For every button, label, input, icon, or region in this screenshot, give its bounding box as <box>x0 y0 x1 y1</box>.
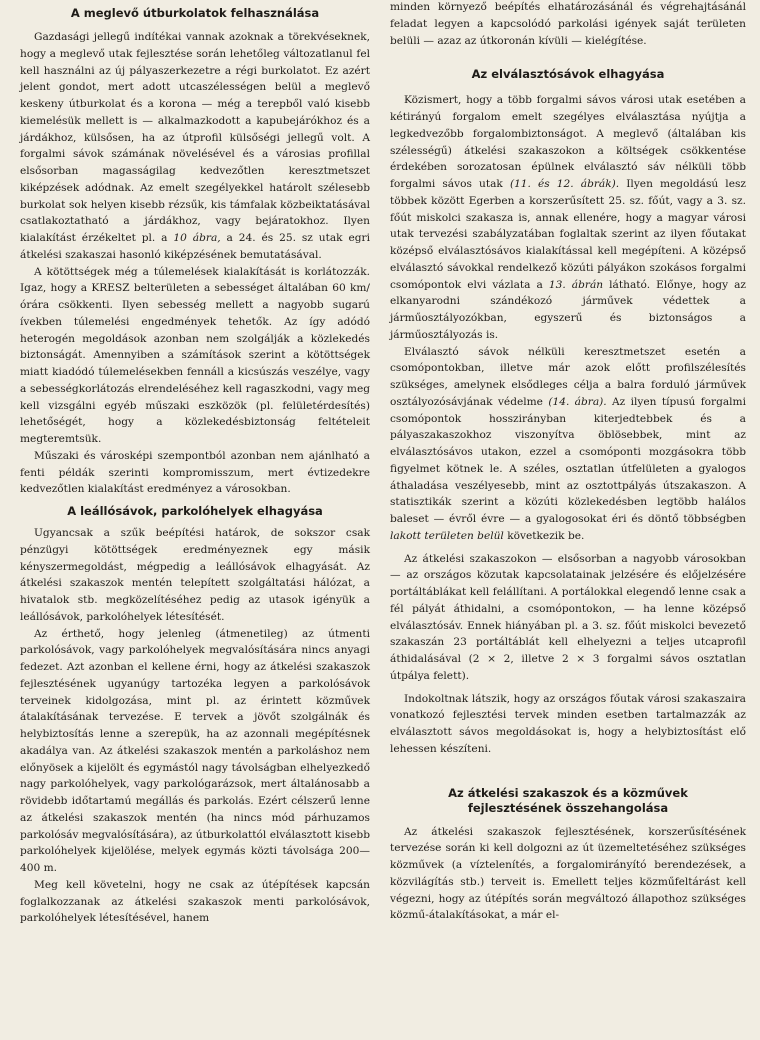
paragraph: minden környező beépítés elhatározásánál és végrehajtásánál feladat legyen a kapcsolódó parkolási igények saját területen belüli — azaz az útkoronán kívüli — kielégítése. <box>390 1 746 47</box>
left-column <box>20 0 370 927</box>
paragraph-text: Elválasztó sávok nélküli keresztmetszet esetén a csomópontokban, illetve már azok előtt profilszélesítés szükséges, amelynek elsődleges célja a balra forduló járművek osztályozósávjának védelme <box>390 345 746 408</box>
paragraph <box>20 29 370 264</box>
paragraph <box>390 344 746 545</box>
emphasis-text: lakott területen belül <box>390 529 504 542</box>
paragraph <box>390 92 746 343</box>
paragraph: Ugyancsak a szűk beépítési határok, de sokszor csak pénzügyi kötöttségek eredményeznek egy másik kényszermegoldást, mégpedig a leállósávok elhagyását. Az átkelési szakaszok mentén telepített szolgáltatási hálózat, a hivatalok stb. megközelítéséhez pedig az utasok igényük a leállósávok, parkolóhelyek létesítését. <box>20 527 370 623</box>
paragraph-text: Ilyen megoldású lesz többek között Egerben a korszerűsített 25. sz. főút, vagy a 3. sz. főút miskolci szakasza is, annak ellenére, hogy a magyar városi utak tervezési szabályzatában foglaltak szerint az ilyen főutakat középső elválasztósávos kialakítással kell megépíteni. A középső elválasztó sávokkal rendelkező közúti pályákon szokásos forgalmi csomópontok elvi vázlata a <box>390 178 746 291</box>
paragraph: Az átkelési szakaszok fejlesztésének, korszerűsítésének tervezése során ki kell dolgozni az út üzemeltetéséhez szükséges közművek (a víztelenítés, a forgalomirányító berendezések, a közvilágítás stb.) terveit is. Emellett teljes közműfeltárást kell végezni, hogy az útépítés során megváltozó állapothoz szükséges közmű-átalakításokat, a már el- <box>390 825 746 922</box>
paragraph: Az érthető, hogy jelenleg (átmenetileg) az útmenti parkolósávok, vagy parkolóhelyek megvalósítására nincs anyagi fedezet. Azt azonban el kellene érni, hogy az átkelési szakaszok fejlesztésének ugyanúgy tartozéka legyen a parkolósávok terveinek kidolgozása, mint pl. az érintett közművek átalakításának tervezése. E tervek a jövőt szolgálnák és helybiztosítás lenne a szerepük, ha az azonnali megépítésnek akadálya van. Az átkelési szakaszok mentén a parkoláshoz nem előnyösek a kijelölt és egymástól nagy távolságban elhelyezkedő nagy parkolóhelyek, vagy parkológarázsok, mert általánosabb a rövidebb időtartamú megállás és parkolás. Ezért célszerű lenne az átkelési szakaszok mentén (ha nincs mód párhuzamos parkolósáv megvalósítására), az útburkolattól elválasztott kisebb parkolóhelyek kijelölése, melyek egymás közti távolsága 200—400 m. <box>20 627 370 874</box>
paragraph-text: Közismert, hogy a több forgalmi sávos városi utak esetében a kétirányú forgalom emelt szegélyes elválasztása nyújtja a legkedvezőbb forgalombiztonságot. A meglevő (általában kis szélességű) átkelési szakaszokon a költségek csökkentése érdekében sorozatosan épülnek elválasztó sáv nélküli több forgalmi sávos utak <box>390 94 746 190</box>
paragraph-text: következik be. <box>503 529 585 542</box>
figure-reference: (11. és 12. ábrák). <box>509 178 620 190</box>
figure-reference: 13. ábrán <box>548 278 604 291</box>
paragraph-text: a 24. és 25. sz utak egri átkelési szakaszai hasonló kiképzésének bemutatásával. <box>20 232 370 261</box>
paragraph: Indokoltnak látszik, hogy az országos főutak városi szakaszaira vonatkozó fejlesztési tervek minden esetben tartalmazzák az elválasztott sávos megoldásokat is, hogy a helybiztosítást elő lehessen készíteni. <box>390 692 746 755</box>
paragraph-text: látható. Előnye, hogy az elkanyarodni szándékozó járművek védettek a járműosztályozókban, egyszerű és biztonságos a járműosztályozás is. <box>390 278 747 341</box>
figure-reference: (14. ábra). <box>548 395 607 408</box>
paragraph-text: Gazdasági jellegű indítékai vannak azoknak a törekvéseknek, hogy a meglevő utak fejlesztése során lehetőleg változatlanul fel kell használni az új pályaszerkezetre a régi burkolatot. Ez azért jelent gondot, mert adott utcaszélességen belül a meglevő keskeny útburkolat és a korona — még a terepből való kisebb kiemelésük mellett is — alkalmazkodott a kapubejárókhoz és a járdákhoz, külsősen, ha az útprofil külsőségi jellegű volt. A forgalmi sávok számának növelésével és a városias profillal elsősorban magasságilag kedvezőtlen keresztmetszet kiképzések adódnak. Az emelt szegélyekkel határolt szélesebb burkolat sok helyen kisebb rézsűk, kis támfalak közbeiktatásával csatlakoztatható a járdákhoz, vagy bejáratokhoz. Ilyen kialakítást érzékeltet pl. a <box>20 31 370 244</box>
section-heading-pavements: A meglevő útburkolatok felhasználása <box>70 6 320 20</box>
section-heading-utilities <box>390 786 746 816</box>
heading-line: fejlesztésének összehangolása <box>467 800 669 815</box>
paragraph: Az átkelési szakaszokon — elsősorban a nagyobb városokban — az országos közutak kapcsolatainak jelzésére és előjelzésére portáltáblákat kell felállítani. A portálokkal elegendő lenne csak a fél pályát áthidalni, a csomópontokon, — ha lenne középső elválasztósáv. Ennek hiányában pl. a 3. sz. főút miskolci bevezető szakaszán 23 portáltáblát kell elhelyezni a teljes utcaprofil áthidalásával (2 × 2, illetve 2 × 3 forgalmi sávos osztatlan útpálya felett). <box>390 552 746 682</box>
paragraph: A kötöttségek még a túlemelések kialakítását is korlátozzák. Igaz, hogy a KRESZ belterületen a sebességet általában 60 km/órára csökkenti. Ilyen sebesség mellett a nagyobb sugarú ívekben túlemelési engedmények tehetők. Az így adódó heterogén megoldások azonban nem szolgálják a közlekedés biztonságát. Amennyiben a számítások szerint a kötöttségek miatt kiadódó túlemelésekben fennáll a kicsúszás veszélye, vagy a sebességkorlátozás elrendeléséhez kell ragaszkodni, vagy meg kell vizsgálni egyéb műszaki eszközök (pl. felületérdesítés) lehetőségét, hogy a közlekedésbiztonság feltételeit megteremtsük. <box>20 265 370 445</box>
paragraph: Műszaki és városképi szempontból azonban nem ajánlható a fenti példák szerinti kompromisszum, mert évtizedekre kedvezőtlen kialakítást eredményez a városokban. <box>20 449 370 496</box>
right-column <box>390 0 746 924</box>
section-heading-parking: A leállósávok, parkolóhelyek elhagyása <box>67 504 323 518</box>
section-heading-dividers: Az elválasztósávok elhagyása <box>471 67 665 82</box>
figure-reference: 10 ábra, <box>173 232 221 244</box>
heading-line: Az átkelési szakaszok és a közművek <box>448 785 688 800</box>
paragraph-text: Az ilyen típusú forgalmi csomópontok hosszirányban kiterjedtebbek és a pályaszakaszokhoz viszonyítva öblösebbek, mint az elválasztósávos utakon, ezzel a csomóponti mozgásokra több figyelmet kötnek le. A széles, osztatlan útfelületen a gyalogos áthaladása veszélyesebb, mint az osztottpályás útszakaszon. A statisztikák szerint a közúti közlekedésben legtöbb halálos baleset — évről évre — a gyalogosokat éri és döntő többségben <box>390 395 746 525</box>
paragraph: Meg kell követelni, hogy ne csak az útépítések kapcsán foglalkozzanak az átkelési szakaszok menti parkolósávok, parkolóhelyek létesítésével, hanem <box>20 878 370 925</box>
